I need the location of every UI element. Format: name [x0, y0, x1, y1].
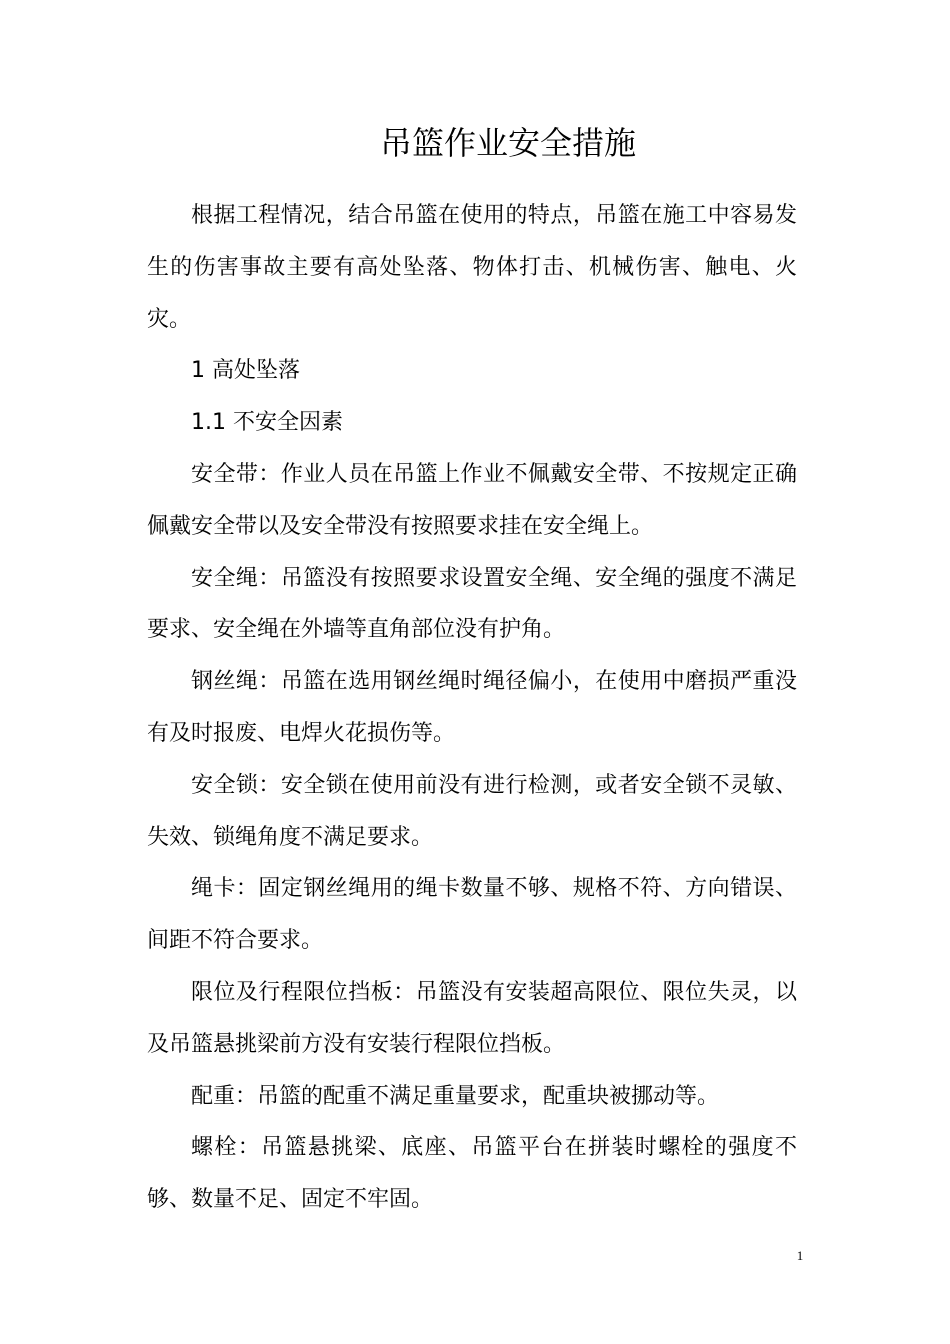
heading-fall-from-height: 1 高处坠落	[191, 358, 300, 384]
subheading-unsafe-factors: 1.1 不安全因素	[191, 410, 343, 436]
paragraph-safety-rope: 安全绳：吊篮没有按照要求设置安全绳、安全绳的强度不满足要求、安全绳在外墙等直角部位没有护角。	[147, 565, 797, 643]
paragraph-rope-clamp: 绳卡：固定钢丝绳用的绳卡数量不够、规格不符、方向错误、间距不符合要求。	[147, 876, 797, 954]
paragraph-intro: 根据工程情况，结合吊篮在使用的特点，吊篮在施工中容易发生的伤害事故主要有高处坠落、物体打击、机械伤害、触电、火灾。	[147, 203, 797, 332]
document-body	[147, 190, 797, 1226]
page-number: 1	[796, 1248, 804, 1263]
document-title: 吊篮作业安全措施	[379, 124, 636, 162]
paragraph-safety-belt: 安全带：作业人员在吊篮上作业不佩戴安全带、不按规定正确佩戴安全带以及安全带没有按照要求挂在安全绳上。	[147, 461, 797, 539]
paragraph-safety-lock: 安全锁：安全锁在使用前没有进行检测，或者安全锁不灵敏、失效、锁绳角度不满足要求。	[147, 772, 797, 850]
paragraph-counterweight: 配重：吊篮的配重不满足重量要求，配重块被挪动等。	[191, 1083, 720, 1109]
paragraph-bolts: 螺栓：吊篮悬挑梁、底座、吊篮平台在拼装时螺栓的强度不够、数量不足、固定不牢固。	[147, 1135, 797, 1213]
paragraph-wire-rope: 钢丝绳：吊篮在选用钢丝绳时绳径偏小，在使用中磨损严重没有及时报废、电焊火花损伤等。	[147, 669, 797, 746]
paragraph-limit-stop: 限位及行程限位挡板：吊篮没有安装超高限位、限位失灵，以及吊篮悬挑梁前方没有安装行程限位挡板。	[147, 979, 797, 1057]
